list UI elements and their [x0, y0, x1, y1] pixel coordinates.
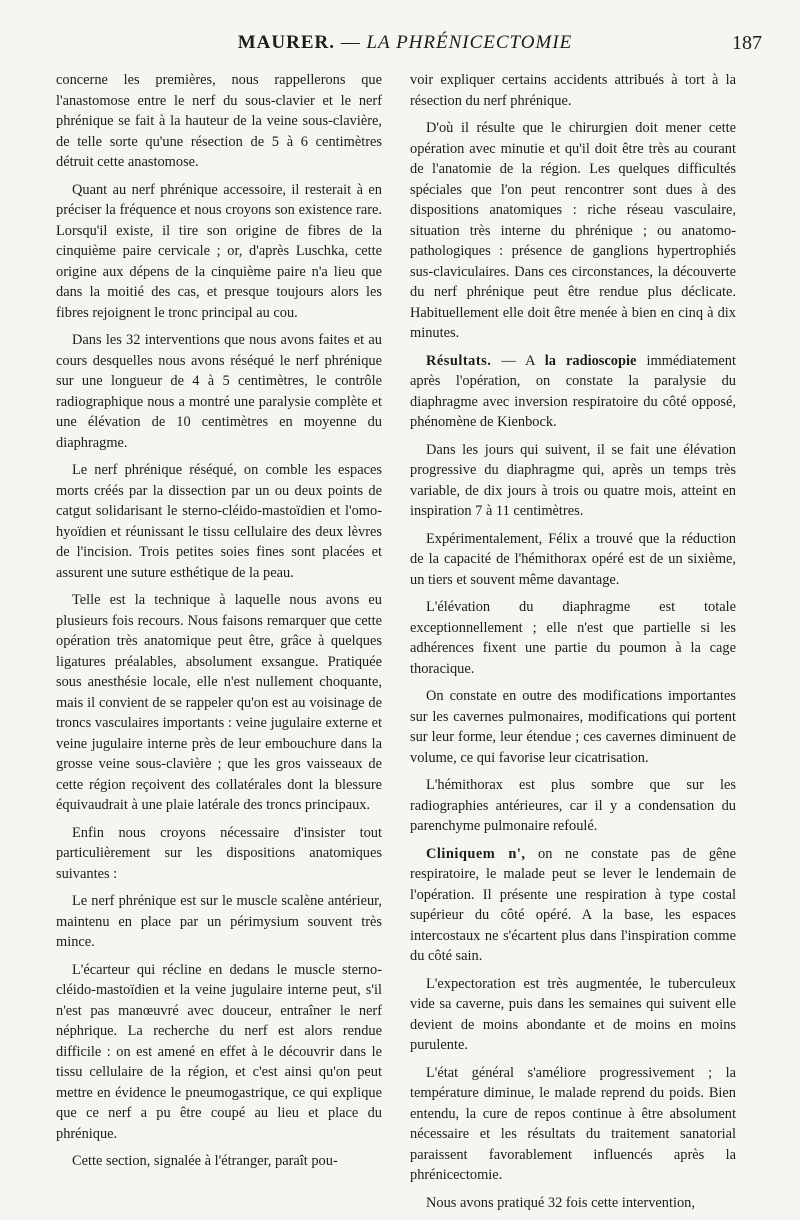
paragraph: concerne les premières, nous rappellerons que l'anastomose entre le nerf du sous-clavier et le nerf phrénique se fait à la hauteur de la veine sous-clavière, de telle sorte qu'une résection de 5 à 6 centimètres détruit cette anastomose. — [56, 72, 382, 170]
paragraph: On constate en outre des modifications importantes sur les cavernes pulmonaires, modifications qui portent sur leur forme, leur étendue ; ces cavernes diminuent de volume, ce qui favorise leur cicatrisation. — [410, 688, 736, 766]
clinical-text: on ne constate pas de gêne respiratoire, le malade peut se lever le lendemain de l'opération. Il présente une respiration à type costal supérieur du côté opéré. A la base, les espaces intercostaux ne s'écartent plus dans l'inspiration comme du côté sain. — [410, 845, 736, 964]
results-text: immédiatement après l'opération, on constate la paralysie du diaphragme avec inversion respiratoire du côté opposé, phénomène de Kienbock. — [410, 352, 736, 430]
paragraph: Telle est la technique à laquelle nous avons eu plusieurs fois recours. Nous faisons remarquer que cette opération très anatomique peut être, grâce à quelques ligatures préalables, absolument exsangue. Pratiquée sous anesthésie locale, elle n'est nullement choquante, mais il convient de se rappeler qu'on est au voisinage de troncs vasculaires importants : veine jugulaire externe et veine jugulaire interne près de leur embouchure dans la grosse veine sous-clavière ; que les gros vaisseaux de cette région reçoivent des collatérales dont la blessure équivaudrait à une plaie latérale des troncs principaux. — [56, 592, 382, 813]
paragraph: Enfin nous croyons nécessaire d'insister tout particulièrement sur les dispositions anatomiques suivantes : — [56, 824, 382, 882]
paragraph: Quant au nerf phrénique accessoire, il resterait à en préciser la fréquence et nous croyons son existence rare. Lorsqu'il existe, il tire son origine de fibres de la cinquième paire cervicale ; or, d'après Luschka, cette origine aux dépens de la cinquième paire n'a lieu que dans la moitié des cas, et presque toujours alors les fibres rejoignent le tronc principal au cou. — [56, 181, 382, 321]
paragraph: Dans les jours qui suivent, il se fait une élévation progressive du diaphragme qui, après un temps très variable, de dix jours à trois ou quatre mois, atteint en inspiration 7 à 11 centimètres. — [410, 441, 736, 519]
paragraph: Nous avons pratiqué 32 fois cette intervention, — [426, 1194, 695, 1211]
paragraph: L'hémithorax est plus sombre que sur les radiographies antérieures, car il y a condensation du parenchyme pulmonaire refoulé. — [410, 777, 736, 834]
results-heading: Résultats. — [426, 352, 492, 369]
paragraph: Cette section, signalée à l'étranger, paraît pou- — [72, 1153, 338, 1169]
paragraph: L'écarteur qui récline en dedans le muscle sterno-cléido-mastoïdien et la veine jugulaire interne peut, s'il n'est pas manœuvré avec douceur, entraîner le nerf néphrique. La recherche du nerf est alors rendue difficile : on est amené en effet à le découvrir dans le tissu cellulaire de la région, et c'est ainsi qu'on peut mettre en évidence le pneumogastrique, ce qui explique que ce nerf a pu être coupé au lieu et place du phrénique. — [56, 961, 382, 1142]
clinical-heading: Cliniquem n', — [426, 845, 526, 862]
paragraph: L'expectoration est très augmentée, le tuberculeux vide sa caverne, puis dans les semaines qui suivent elle devient de moins abondante et de moins en moins purulente. — [410, 975, 736, 1053]
header-separator: — — [334, 32, 367, 53]
results-dash: — A — [491, 352, 545, 369]
paragraph-clinical — [410, 844, 736, 967]
paragraph-results — [410, 351, 736, 433]
paragraph: voir expliquer certains accidents attribués à tort à la résection du nerf phrénique. — [410, 72, 736, 109]
paragraph: Le nerf phrénique est sur le muscle scalène antérieur, maintenu en place par un périmysium souvent très mince. — [56, 893, 382, 950]
running-head — [60, 32, 750, 54]
right-column — [410, 70, 736, 1220]
header-title: LA PHRÉNICECTOMIE — [366, 32, 573, 53]
paragraph: Le nerf phrénique réséqué, on comble les espaces morts créés par la dissection par un ou deux points de catgut solidarisant le sterno-cléido-mastoïdien et l'omo-hyoïdien et réunissant le tissu cellulaire des deux lèvres de l'incision. Trois petites soies fines sont placées et assurent une suture esthétique de la peau. — [56, 462, 382, 581]
left-column — [56, 70, 382, 1179]
paragraph: Expérimentalement, Félix a trouvé que la réduction de la capacité de l'hémithorax opéré est de un sixième, un tiers et souvent même davantage. — [410, 530, 736, 588]
page-number: 187 — [732, 32, 762, 54]
header-author: MAURER. — [237, 32, 335, 53]
paragraph: L'état général s'améliore progressivement ; la température diminue, le malade reprend du poids. Bien entendu, la cure de repos continue à être absolument nécessaire et les résultats du traitement sanatorial paraissent favorablement influencés après la phrénicectomie. — [410, 1064, 736, 1183]
paragraph: D'où il résulte que le chirurgien doit mener cette opération avec minutie et qu'il doit être très au courant de l'anatomie de la région. Les quelques difficultés spéciales que l'on peut rencontrer sont dues à des dispositions anatomiques : riche réseau vasculaire, situation très interne du phrénique ; ou anatomo-pathologiques : présence de ganglions hypertrophiés sus-claviculaires. Dans ces circonstances, la découverte du nerf phrénique peut être rendue plus déclicate. Habituellement elle doit être menée à bien en cinq à dix minutes. — [410, 120, 736, 341]
results-radioscopy: la radioscopie — [544, 352, 637, 369]
paragraph: Dans les 32 interventions que nous avons faites et au cours desquelles nous avons réséqué le nerf phrénique sur une longueur de 4 à 5 centimètres, le contrôle radiographique nous a montré une paralysie complète et une élévation de 10 centimètres en moyenne du diaphragme. — [56, 332, 382, 451]
paragraph: L'élévation du diaphragme est totale exceptionnellement ; elle n'est que partielle si les adhérences fixent une partie du poumon à la cage thoracique. — [410, 599, 736, 677]
